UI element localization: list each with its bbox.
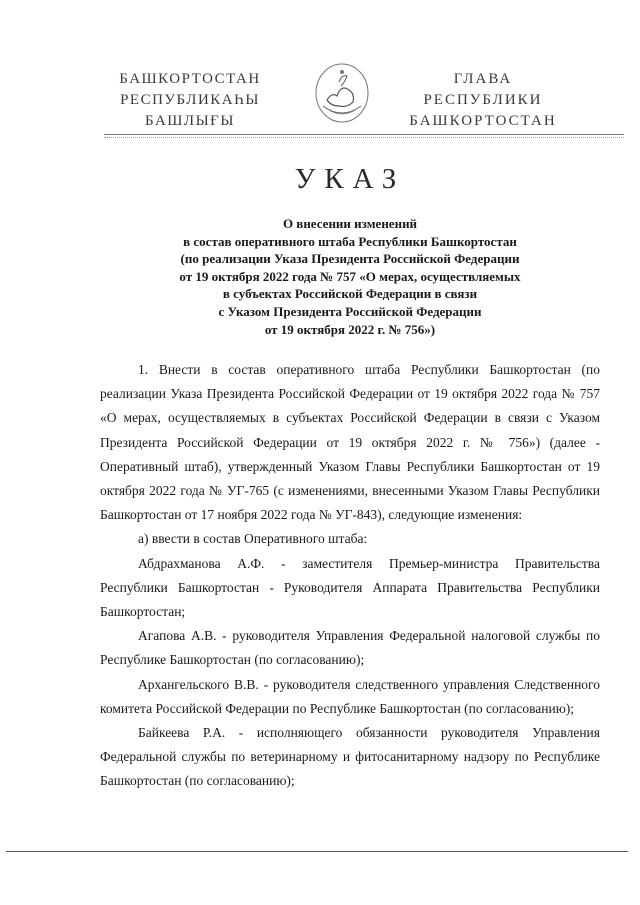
title-line-6: с Указом Президента Российской Федерации — [218, 303, 482, 319]
document-body — [100, 358, 600, 794]
paragraph-baykeev: Байкеева Р.А. - исполняющего обязанности руководителя Управления Федеральной службы по ветеринарному и фитосанитарному надзору по Республике Башкортостан (по согласованию); — [100, 725, 600, 789]
paragraph-arkhangelsky: Архангельского В.В. - руководителя следственного управления Следственного комитета Российской Федерации по Республике Башкортостан (по согласованию); — [100, 676, 600, 716]
title-line-2: в состав оперативного штаба Республики Башкортостан — [183, 233, 517, 249]
paragraph-abdrakhmanov: Абдрахманова А.Ф. - заместителя Премьер-министра Правительства Республики Башкортостан - Руководителя Аппарата Правительства Республики Башкортостан; — [100, 555, 600, 620]
paragraph-1: 1. Внести в состав оперативного штаба Республики Башкортостан (по реализации Указа Президента Российской Федерации от 19 октября 2022 года № 757 «О мерах, осуществляемых в субъектах Российской Федерации в связи с Указом Президента Российской Федерации от 19 октября 2022 г. № 756») (далее - Оперативный штаб), утвержденный Указом Главы Республики Башкортостан от 19 октября 2022 года № УГ-765 (с изменениями, внесенными Указом Главы Республики Башкортостан от 17 ноября 2022 года № УГ-843), следующие изменения: — [100, 362, 600, 523]
header-left-line-2: РЕСПУБЛИКАҺЫ — [120, 92, 260, 108]
header-right-block — [398, 69, 568, 132]
page-bottom-line — [6, 851, 628, 852]
header-right-line-1: ГЛАВА — [453, 71, 513, 87]
paragraph-agapov: Агапова А.В. - руководителя Управления Федеральной налоговой службы по Республике Башкортостан (по согласованию); — [100, 628, 600, 668]
title-line-1: О внесении изменений — [282, 216, 418, 231]
header-right-line-2: РЕСПУБЛИКИ — [423, 92, 543, 108]
title-line-3: (по реализации Указа Президента Российской Федерации — [180, 251, 520, 267]
paragraph-item-a: а) ввести в состав Оперативного штаба: — [138, 531, 368, 547]
header-left-block — [105, 69, 275, 132]
header-left-line-3: БАШЛЫҒЫ — [145, 113, 235, 129]
header-right-line-3: БАШКОРТОСТАН — [409, 113, 557, 129]
header-divider — [104, 134, 624, 135]
title-line-4: от 19 октября 2022 года № 757 «О мерах, осуществляемых — [179, 268, 521, 284]
document-title — [100, 215, 600, 338]
title-line-7: от 19 октября 2022 г. № 756») — [264, 321, 436, 337]
document-type: УКАЗ — [294, 163, 406, 195]
coat-of-arms-emblem — [311, 60, 373, 126]
header-left-line-1: БАШКОРТОСТАН — [119, 71, 261, 87]
header-divider-dotted — [104, 137, 624, 138]
title-line-5: в субъектах Российской Федерации в связи — [222, 286, 478, 302]
